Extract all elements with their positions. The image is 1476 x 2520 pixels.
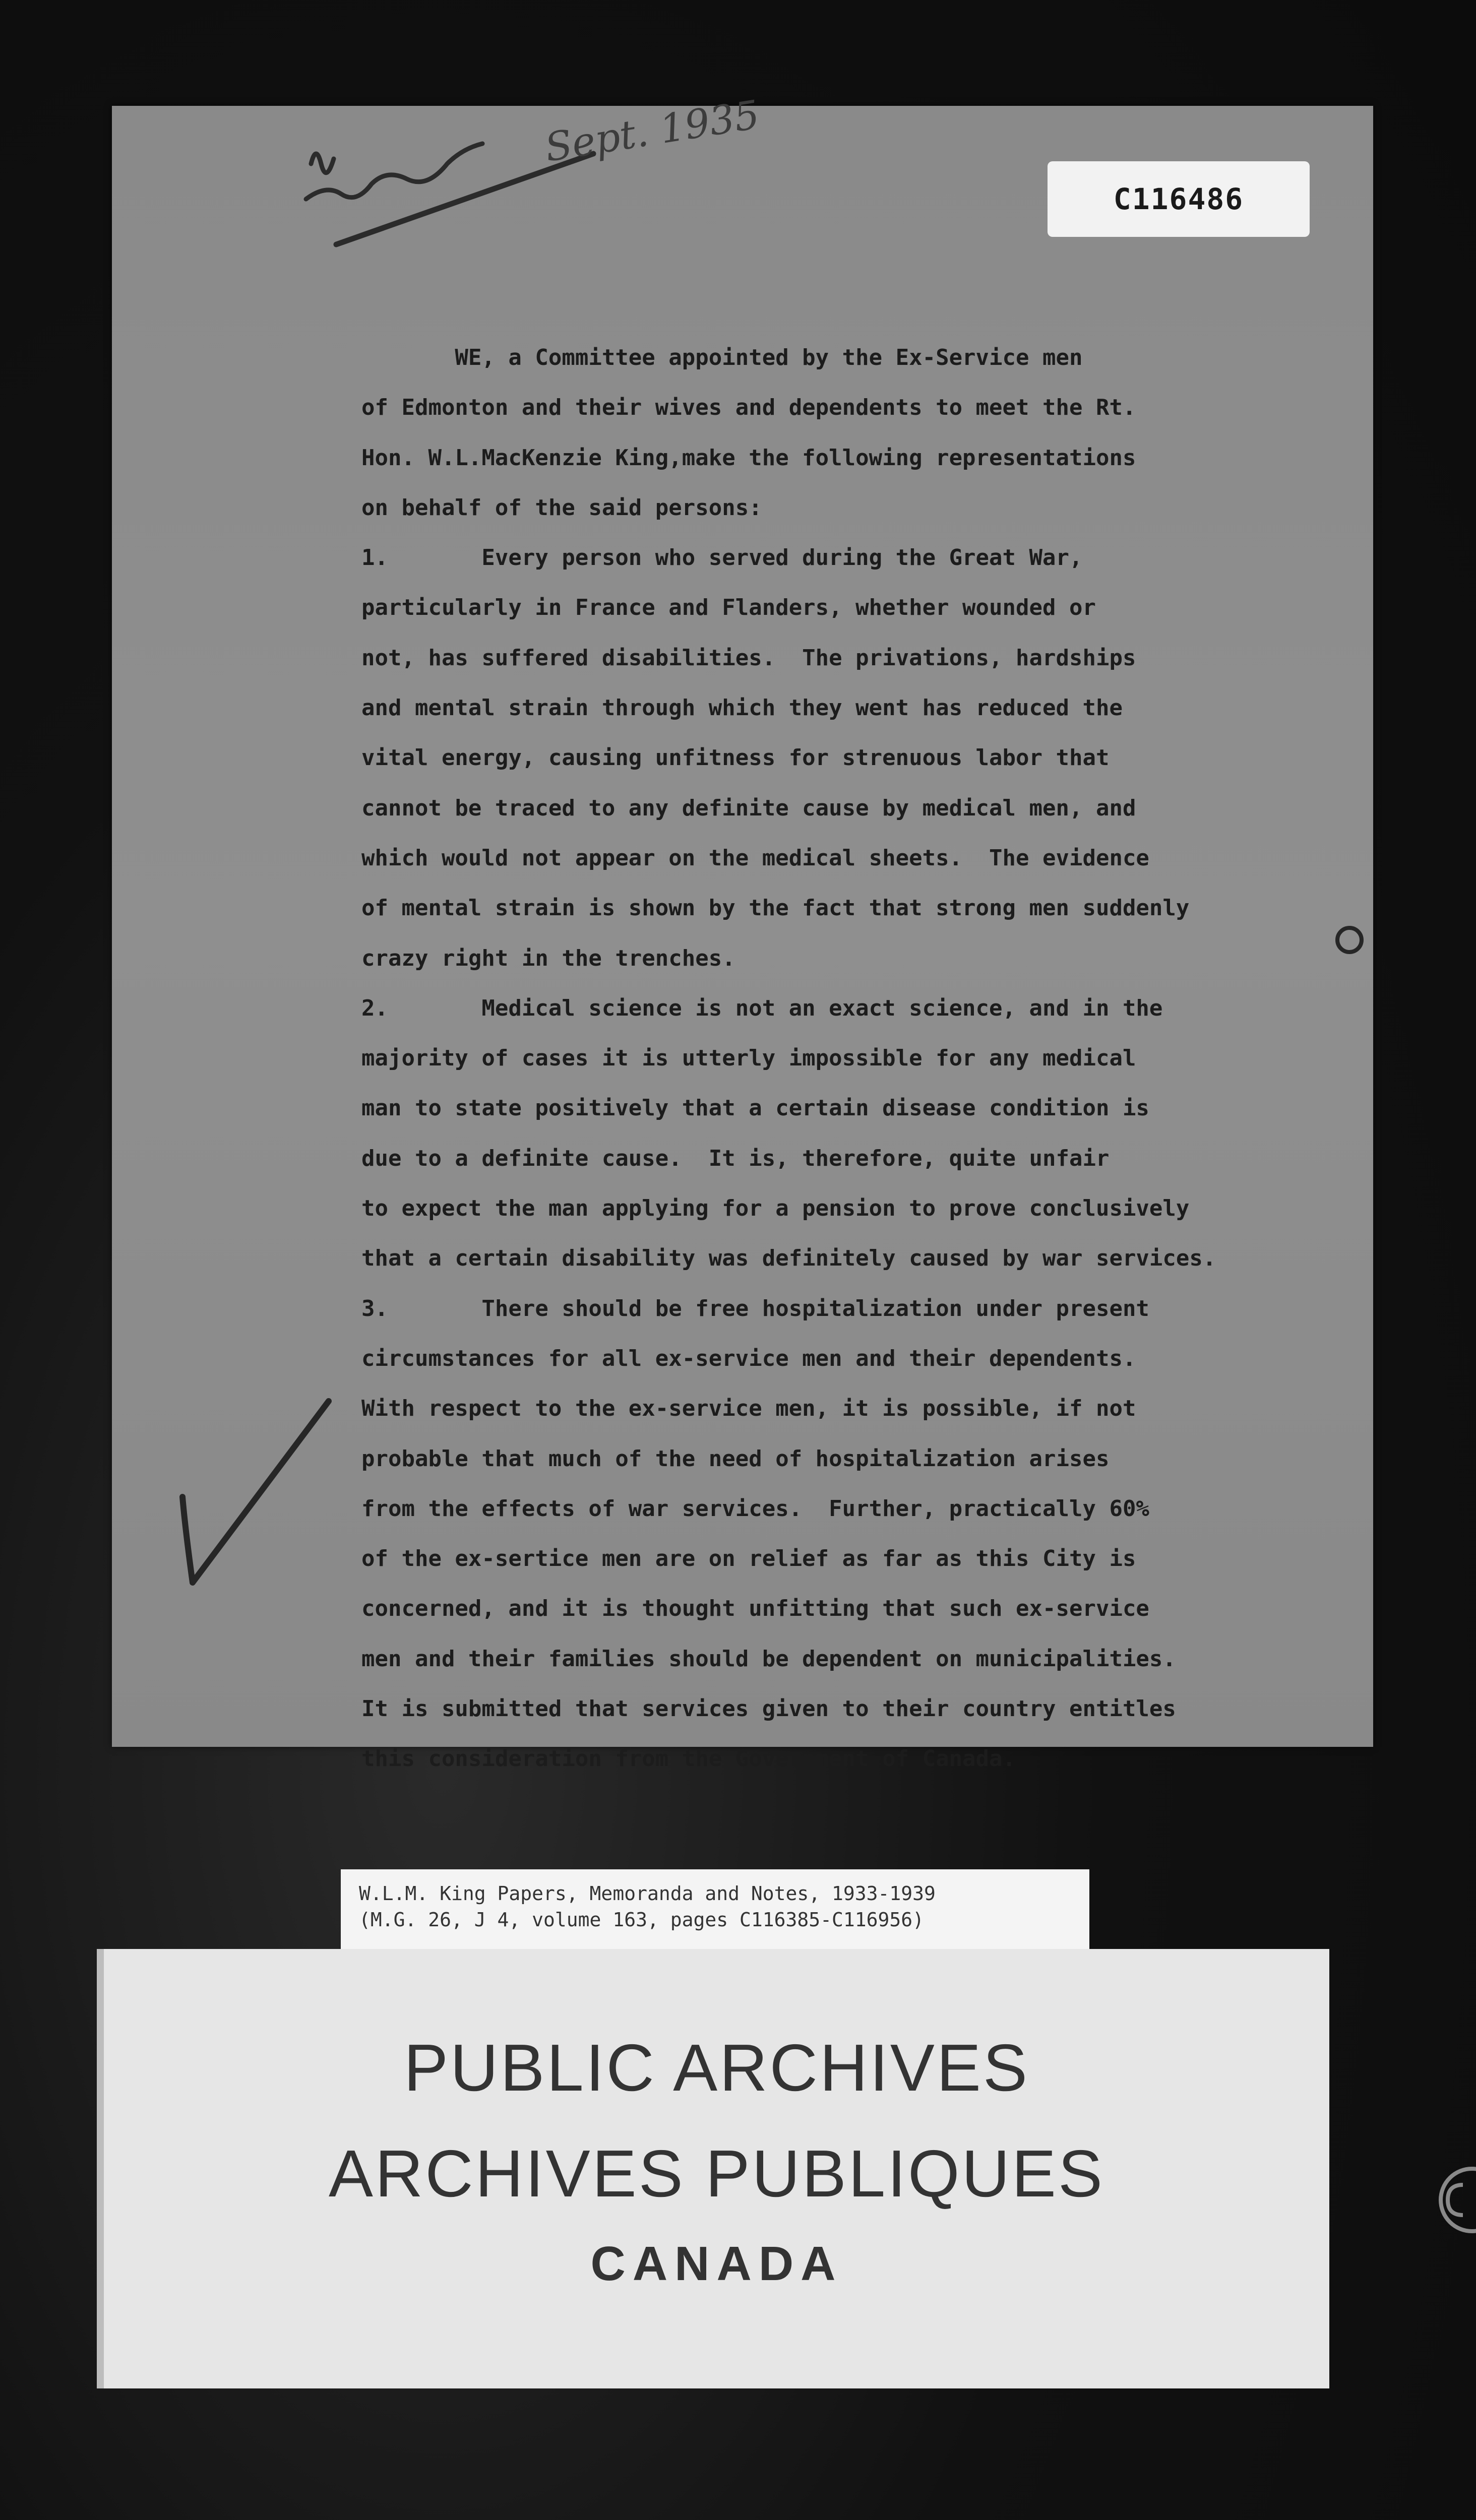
text-line: Hon. W.L.MacKenzie King,make the following representations (361, 445, 1136, 471)
text-line: this consideration from the Government of Canada. (361, 1746, 1016, 1772)
text-line: due to a definite cause. It is, therefore, quite unfair (361, 1145, 1110, 1171)
text-line: that a certain disability was definitely caused by war services. (361, 1245, 1216, 1272)
text-line: It is submitted that services given to their country entitles (361, 1696, 1176, 1722)
citation-line-2: (M.G. 26, J 4, volume 163, pages C116385-C116956) (359, 1909, 925, 1931)
text-line: 1. Every person who served during the Great War, (361, 545, 1083, 571)
text-line: and mental strain through which they went has reduced the (361, 695, 1123, 721)
archives-title-english: PUBLIC ARCHIVES (403, 2031, 1030, 2105)
text-line: of Edmonton and their wives and dependents to meet the Rt. (361, 395, 1136, 421)
text-line: on behalf of the said persons: (361, 494, 762, 521)
text-line: 3. There should be free hospitalization under present (361, 1295, 1149, 1321)
text-line: from the effects of war services. Further, practically 60% (361, 1495, 1149, 1522)
archives-title-french: ARCHIVES PUBLIQUES (328, 2136, 1105, 2211)
text-line: probable that much of the need of hospitalization arises (361, 1445, 1110, 1472)
text-line: of mental strain is shown by the fact that strong men suddenly (361, 895, 1190, 921)
text-line: man to state positively that a certain disease condition is (361, 1095, 1149, 1121)
typed-page (112, 92, 1373, 1772)
text-line: crazy right in the trenches. (361, 945, 735, 971)
archives-card (97, 1949, 1329, 2388)
text-line: to expect the man applying for a pension to prove conclusively (361, 1195, 1190, 1222)
citation-label (341, 1869, 1089, 1950)
handwritten-date: Sept. 1935 (542, 92, 763, 171)
archives-country: CANADA (590, 2237, 843, 2291)
citation-line-1: W.L.M. King Papers, Memoranda and Notes, 1933-1939 (359, 1882, 936, 1905)
text-line: men and their families should be dependent on municipalities. (361, 1646, 1176, 1672)
text-line: cannot be traced to any definite cause by medical men, and (361, 795, 1136, 821)
text-line: of the ex-sertice men are on relief as far as this City is (361, 1546, 1136, 1572)
check-mark-icon (177, 1396, 339, 1598)
copyright-icon (1432, 2162, 1476, 2238)
text-line: majority of cases it is utterly impossible for any medical (361, 1045, 1136, 1072)
text-line: 2. Medical science is not an exact science, and in the (361, 995, 1163, 1021)
typed-body-text (361, 333, 1445, 1784)
text-line: circumstances for all ex-service men and their dependents. (361, 1345, 1136, 1371)
text-line: WE, a Committee appointed by the Ex-Service men (361, 345, 1083, 370)
reference-number-label: C116486 (1048, 161, 1310, 237)
text-line: particularly in France and Flanders, whether wounded or (361, 595, 1096, 621)
text-line: which would not appear on the medical sheets. The evidence (361, 845, 1149, 871)
text-line: vital energy, causing unfitness for strenuous labor that (361, 745, 1110, 771)
text-line: not, has suffered disabilities. The privations, hardships (361, 645, 1136, 671)
text-line: concerned, and it is thought unfitting that such ex-service (361, 1596, 1149, 1622)
text-line: With respect to the ex-service men, it is possible, if not (361, 1396, 1136, 1422)
